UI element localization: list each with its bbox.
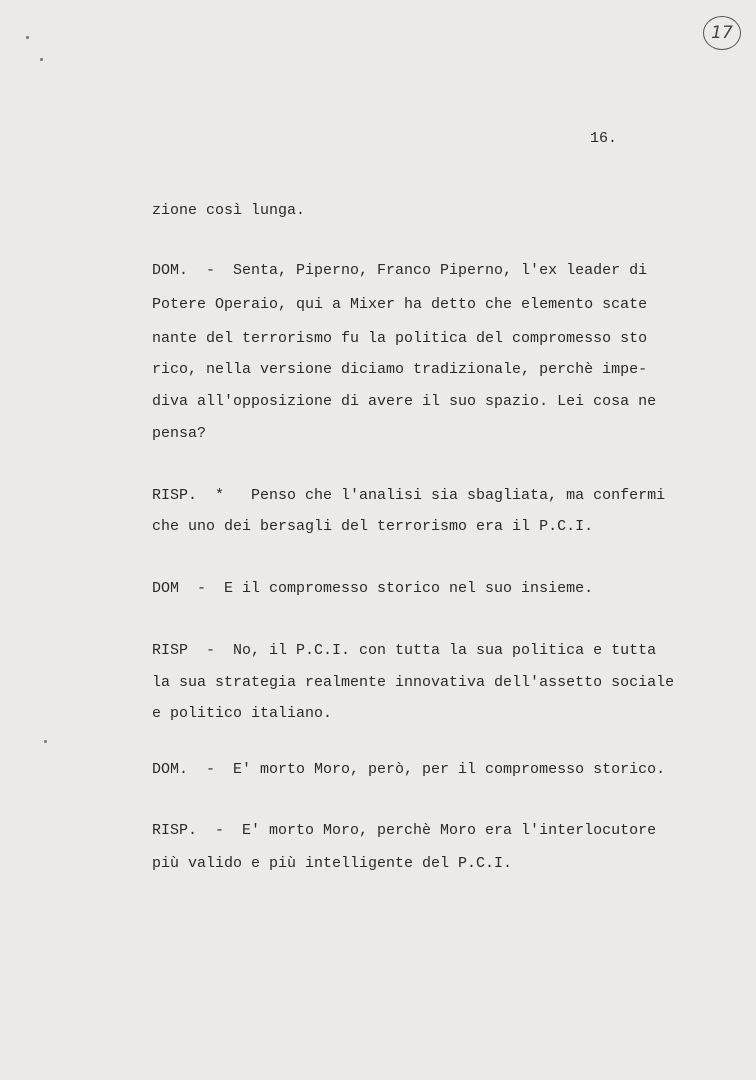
- archive-number-stamp: 17: [703, 16, 741, 50]
- text-line: e politico italiano.: [152, 705, 333, 722]
- text-line: RISP - No, il P.C.I. con tutta la sua politica e tutta: [152, 642, 657, 659]
- text-line: DOM. - E' morto Moro, però, per il compromesso storico.: [152, 761, 666, 778]
- scan-speck: [26, 36, 29, 39]
- text-line: Potere Operaio, qui a Mixer ha detto che elemento scate: [152, 296, 648, 313]
- scan-speck: [44, 740, 47, 743]
- text-line: che uno dei bersagli del terrorismo era il P.C.I.: [152, 518, 594, 535]
- text-line: pensa?: [152, 425, 207, 442]
- scan-speck: [40, 58, 43, 61]
- text-line: rico, nella versione diciamo tradizionale, perchè impe-: [152, 361, 648, 378]
- text-line: la sua strategia realmente innovativa dell'assetto sociale: [152, 674, 675, 691]
- text-line: DOM. - Senta, Piperno, Franco Piperno, l'ex leader di: [152, 262, 648, 279]
- text-line: DOM - E il compromesso storico nel suo insieme.: [152, 580, 594, 597]
- text-line: diva all'opposizione di avere il suo spazio. Lei cosa ne: [152, 393, 657, 410]
- text-line: RISP. * Penso che l'analisi sia sbagliata, ma confermi: [152, 487, 666, 504]
- text-line: più valido e più intelligente del P.C.I.: [152, 855, 513, 872]
- text-line: RISP. - E' morto Moro, perchè Moro era l'interlocutore: [152, 822, 657, 839]
- page-number: 16.: [590, 130, 618, 147]
- text-line: zione così lunga.: [152, 202, 306, 219]
- text-line: nante del terrorismo fu la politica del compromesso sto: [152, 330, 648, 347]
